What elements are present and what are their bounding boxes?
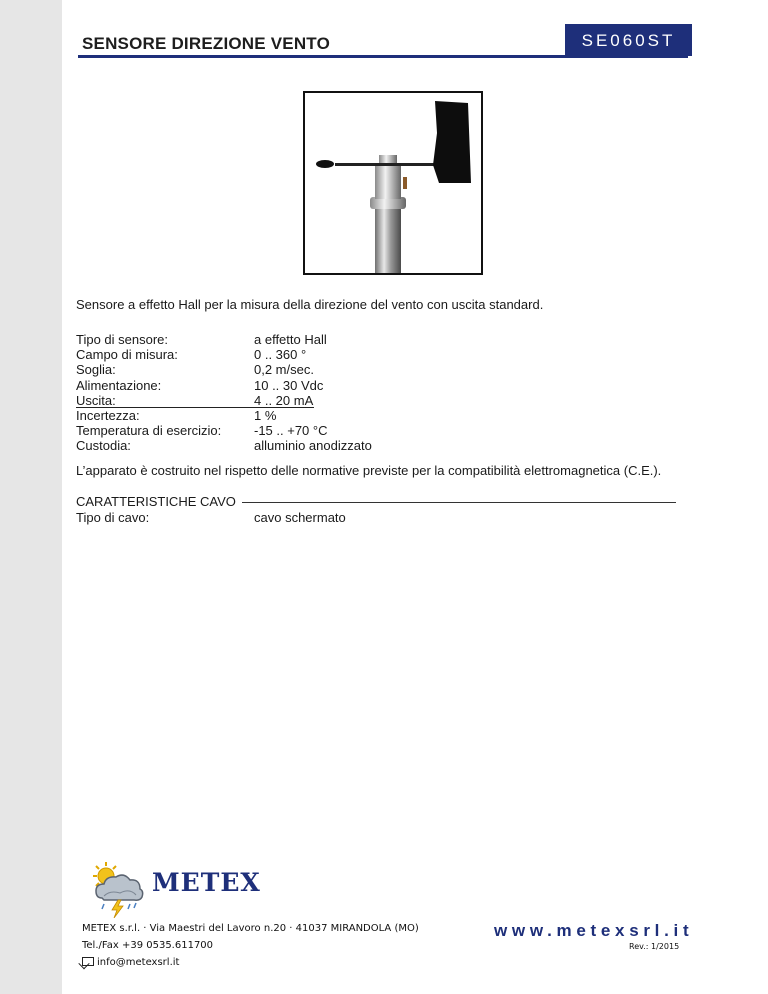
spec-label: Incertezza:: [76, 407, 140, 423]
wind-vane-image: [305, 93, 481, 273]
spec-row: [76, 438, 372, 454]
cable-section-heading: CARATTERISTICHE CAVO: [76, 494, 242, 509]
spec-label: Tipo di sensore:: [76, 332, 169, 347]
page-title: SENSORE DIREZIONE VENTO: [82, 34, 330, 53]
spec-row: [76, 377, 324, 393]
cable-spec-row: [76, 510, 476, 525]
company-website-link[interactable]: www.metexsrl.it: [494, 921, 694, 940]
spec-value: 4 .. 20 mA: [254, 392, 314, 408]
weather-cloud-sun-icon: [90, 860, 146, 918]
section-divider: [240, 502, 676, 503]
spec-row: [76, 362, 314, 377]
product-photo: [303, 91, 483, 275]
left-margin-strip: [0, 0, 62, 994]
spec-label: Custodia:: [76, 438, 131, 454]
spec-value: 0,2 m/sec.: [254, 362, 314, 378]
spec-row: [76, 347, 314, 362]
spec-row: [76, 408, 314, 423]
company-address: METEX s.r.l. · Via Maestri del Lavoro n.20 · 41037 MIRANDOLA (MO): [82, 923, 419, 934]
product-code-badge: SE060ST: [565, 24, 692, 56]
spec-label: Campo di misura:: [76, 347, 178, 363]
ce-compliance-note: L’apparato è costruito nel rispetto delle normative previste per la compatibilità elettromagnetica (C.E.).: [76, 463, 662, 478]
envelope-icon: [82, 957, 94, 966]
spec-value: alluminio anodizzato: [254, 438, 372, 454]
spec-row: [76, 393, 314, 408]
spec-label: Temperatura di esercizio:: [76, 423, 222, 439]
spec-label: Tipo di cavo:: [76, 510, 150, 525]
spec-row: [76, 423, 328, 439]
spec-value: 10 .. 30 Vdc: [254, 377, 324, 393]
company-email-row: [82, 954, 419, 971]
spec-label: Uscita:: [76, 392, 116, 408]
spec-value: 0 .. 360 °: [254, 347, 307, 363]
spec-table: [76, 332, 372, 454]
spec-value: 1 %: [254, 407, 277, 423]
spec-label: Soglia:: [76, 362, 116, 378]
spec-value: -15 .. +70 °C: [254, 423, 328, 439]
revision-label: Rev.: 1/2015: [629, 942, 680, 951]
company-email[interactable]: info@metexsrl.it: [97, 957, 180, 968]
company-logo-text: METEX: [152, 868, 261, 897]
intro-text: Sensore a effetto Hall per la misura della direzione del vento con uscita standard.: [76, 297, 544, 312]
spec-row: [76, 332, 327, 347]
spec-value: cavo schermato: [254, 510, 346, 525]
company-phone: Tel./Fax +39 0535.611700: [82, 940, 214, 951]
spec-value: a effetto Hall: [254, 332, 327, 347]
spec-label: Alimentazione:: [76, 377, 162, 393]
footer-contact: [82, 920, 419, 971]
